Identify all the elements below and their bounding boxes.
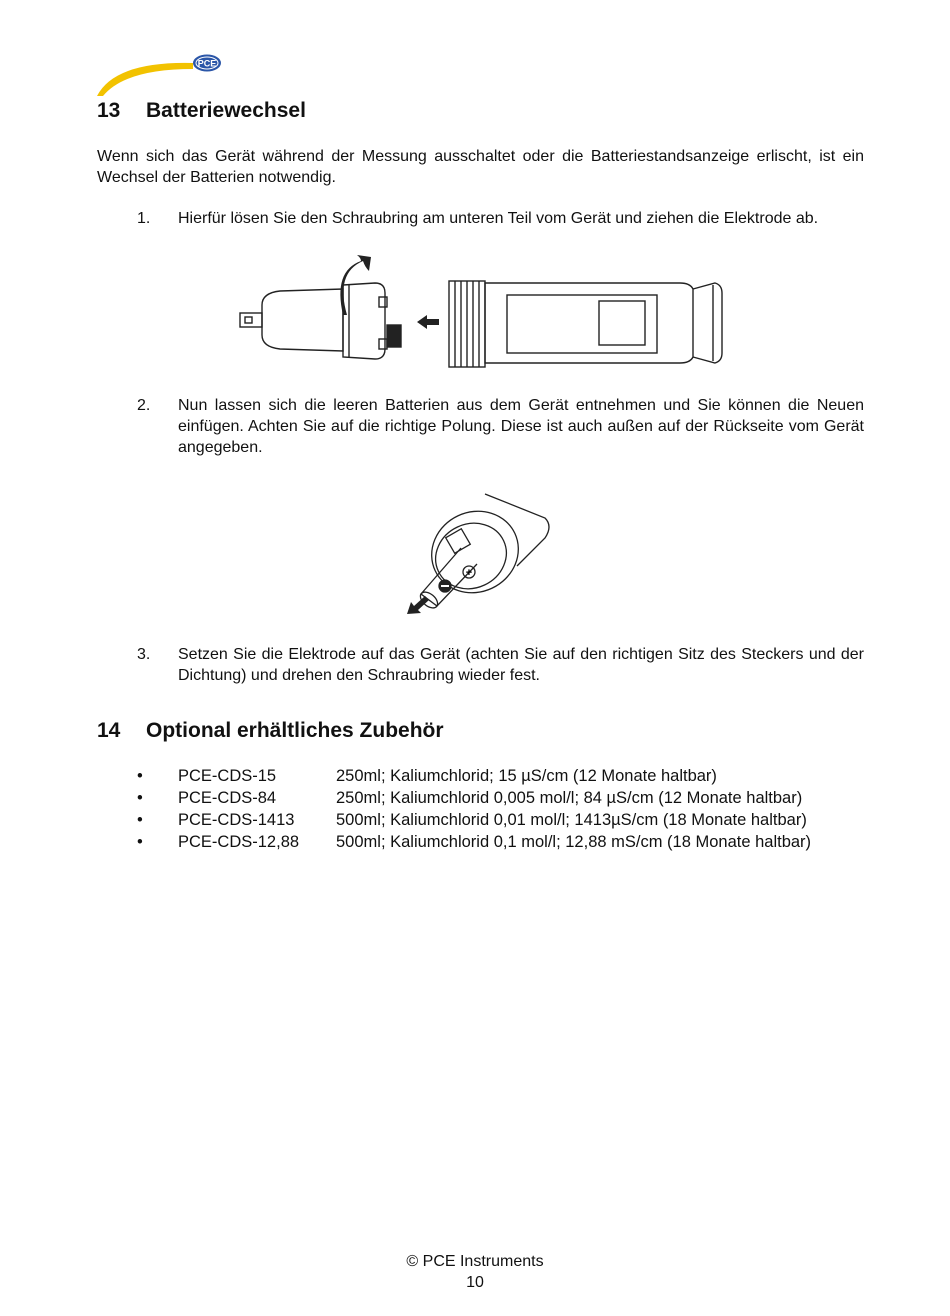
section-14-heading [97, 719, 444, 743]
step-text: Nun lassen sich die leeren Batterien aus dem Gerät entnehmen und Sie können die Neuen einfügen. Achten Sie auf die richtige Polung. Diese ist auch außen auf der Rückseite vom Gerät angegeben. [178, 397, 864, 456]
section-title: Batteriewechsel [146, 99, 306, 122]
bullet-icon: • [137, 811, 143, 829]
accessories-list [137, 765, 867, 853]
list-item [137, 809, 867, 831]
battery-insertion-illustration [405, 490, 555, 620]
item-description: 500ml; Kaliumchlorid 0,1 mol/l; 12,88 mS/cm (18 Monate haltbar) [336, 833, 812, 851]
item-code: PCE-CDS-84 [178, 789, 277, 807]
section-13-heading [97, 99, 306, 123]
bullet-icon: • [137, 767, 143, 785]
electrode-removal-illustration [235, 253, 725, 373]
step-number: 2. [137, 397, 151, 414]
pce-logo [95, 53, 225, 98]
list-item [137, 765, 867, 787]
step-text: Hierfür lösen Sie den Schraubring am unteren Teil vom Gerät und ziehen die Elektrode ab. [178, 210, 819, 227]
section-number: 14 [97, 719, 121, 742]
bullet-icon: • [137, 789, 143, 807]
step-3 [137, 644, 864, 686]
item-description: 250ml; Kaliumchlorid; 15 µS/cm (12 Monate haltbar) [336, 767, 717, 785]
list-item [137, 787, 867, 809]
section-title: Optional erhältliches Zubehör [146, 719, 444, 742]
item-description: 250ml; Kaliumchlorid 0,005 mol/l; 84 µS/cm (12 Monate haltbar) [336, 789, 803, 807]
step-number: 1. [137, 210, 151, 227]
list-item [137, 831, 867, 853]
step-text: Setzen Sie die Elektrode auf das Gerät (achten Sie auf den richtigen Sitz des Steckers und der Dichtung) und drehen den Schraubring wieder fest. [178, 646, 864, 684]
logo-text: PCE [197, 58, 217, 69]
item-code: PCE-CDS-12,88 [178, 833, 300, 851]
step-2 [137, 395, 864, 458]
item-code: PCE-CDS-15 [178, 767, 277, 785]
section-number: 13 [97, 99, 121, 122]
item-description: 500ml; Kaliumchlorid 0,01 mol/l; 1413µS/cm (18 Monate haltbar) [336, 811, 807, 829]
footer-copyright: © PCE Instruments [406, 1253, 544, 1270]
svg-text:+: + [465, 567, 473, 579]
step-1 [137, 208, 864, 229]
intro-paragraph: Wenn sich das Gerät während der Messung ausschaltet oder die Batteriestandsanzeige erlischt, ist ein Wechsel der Batterien notwendig. [97, 148, 864, 186]
page-number: 10 [466, 1274, 484, 1291]
bullet-icon: • [137, 833, 143, 851]
step-number: 3. [137, 646, 151, 663]
item-code: PCE-CDS-1413 [178, 811, 295, 829]
